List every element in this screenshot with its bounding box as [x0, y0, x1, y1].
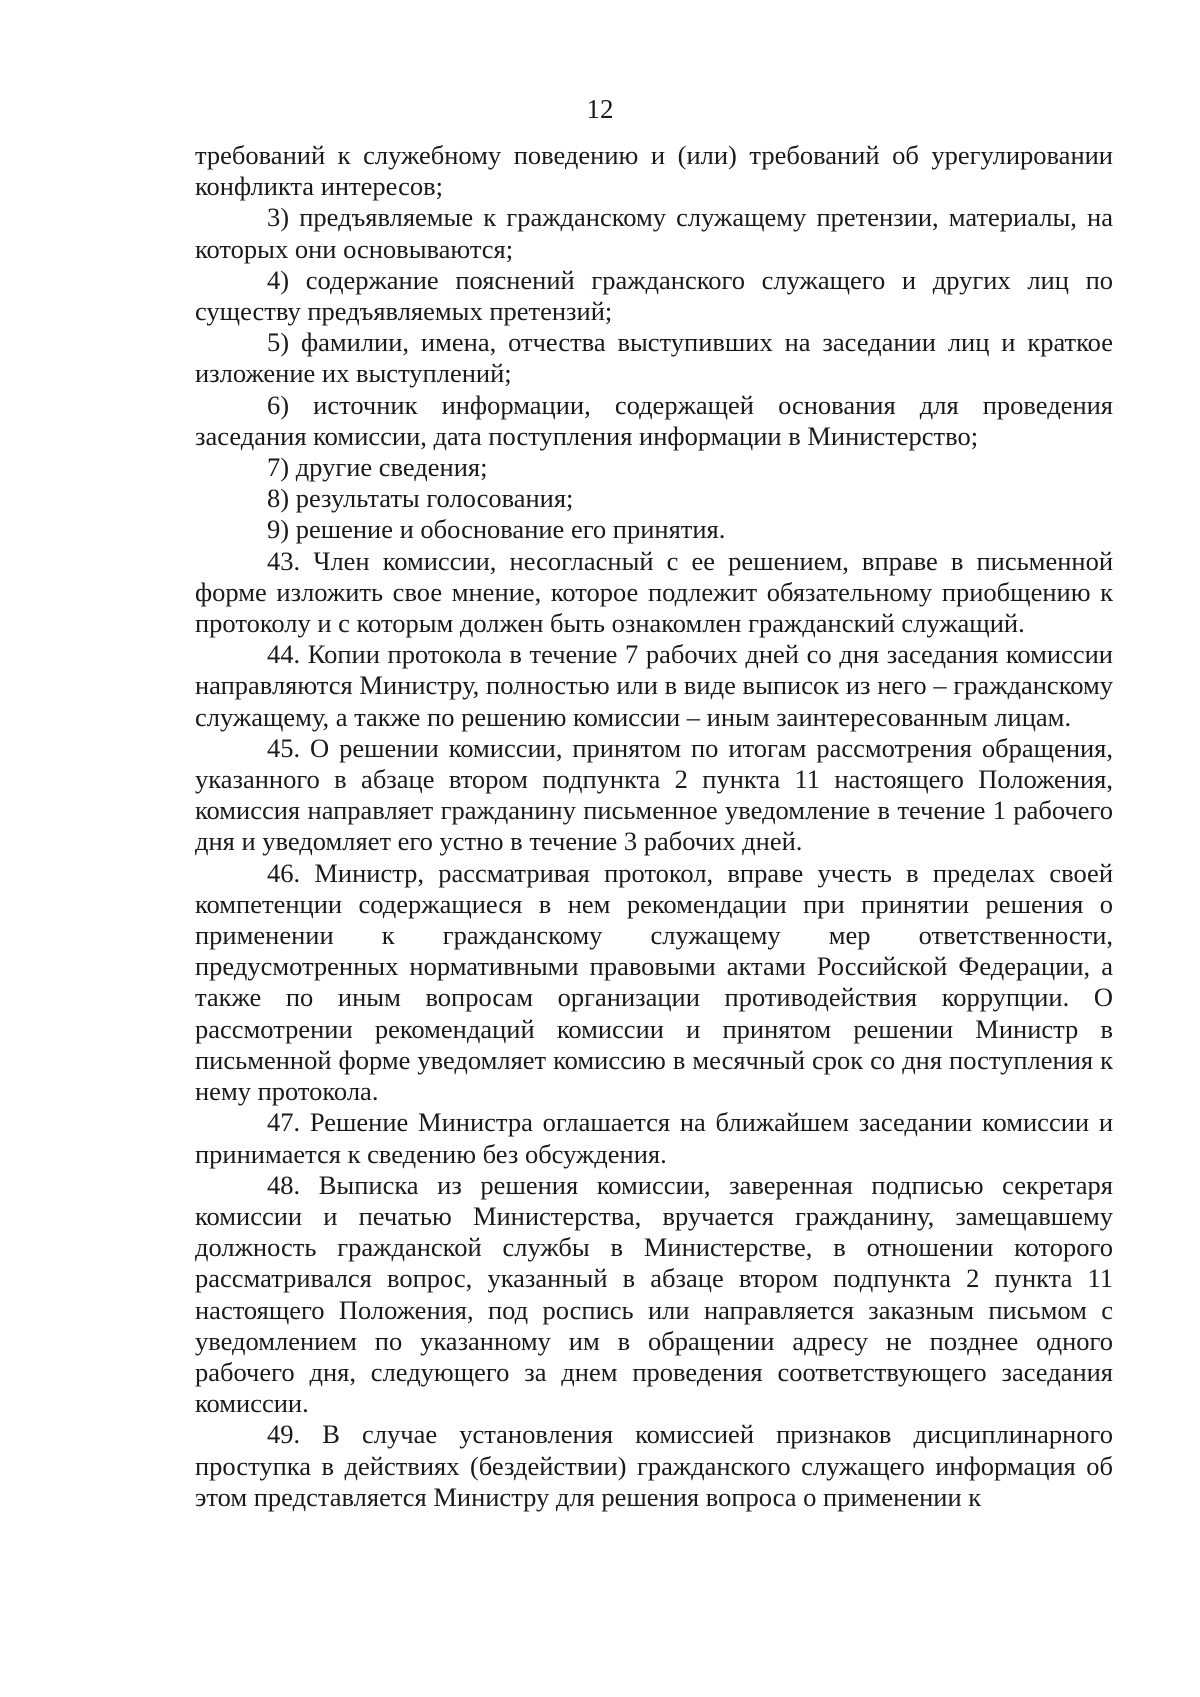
- clause-47: 47. Решение Министра оглашается на ближайшем заседании комиссии и принимается к сведению без обсуждения.: [195, 1107, 1113, 1169]
- list-item-8: 8) результаты голосования;: [267, 483, 574, 514]
- list-item-3: 3) предъявляемые к гражданскому служащему претензии, материалы, на которых они основываются;: [195, 202, 1113, 264]
- list-item-5: 5) фамилии, имена, отчества выступивших на заседании лиц и краткое изложение их выступлений;: [195, 327, 1113, 389]
- clause-46: 46. Министр, рассматривая протокол, вправе учесть в пределах своей компетенции содержащиеся в нем рекомендации при принятии решения о применении к гражданскому служащему мер ответственности, предусмотренных нормативными правовыми актами Российской Федерации, а также по иным вопросам организации противодействия коррупции. О рассмотрении рекомендаций комиссии и принятом решении Министр в письменной форме уведомляет комиссию в месячный срок со дня поступления к нему протокола.: [195, 857, 1113, 1107]
- list-item-9: 9) решение и обоснование его принятия.: [267, 514, 726, 545]
- clause-45: 45. О решении комиссии, принятом по итогам рассмотрения обращения, указанного в абзаце втором подпункта 2 пункта 11 настоящего Положения, комиссия направляет гражданину письменное уведомление в течение 1 рабочего дня и уведомляет его устно в течение 3 рабочих дней.: [195, 732, 1113, 857]
- clause-48: 48. Выписка из решения комиссии, заверенная подписью секретаря комиссии и печатью Министерства, вручается гражданину, замещавшему должность гражданской службы в Министерстве, в отношении которого рассматривался вопрос, указанный в абзаце втором подпункта 2 пункта 11 настоящего Положения, под роспись или направляется заказным письмом с уведомлением по указанному им в обращении адресу не позднее одного рабочего дня, следующего за днем проведения соответствующего заседания комиссии.: [195, 1169, 1113, 1419]
- clause-43: 43. Член комиссии, несогласный с ее решением, вправе в письменной форме изложить свое мнение, которое подлежит обязательному приобщению к протоколу и с которым должен быть ознакомлен гражданский служащий.: [195, 545, 1113, 639]
- list-item-7: 7) другие сведения;: [267, 452, 488, 483]
- page-number: 12: [586, 94, 614, 124]
- clause-49: 49. В случае установления комиссией признаков дисциплинарного проступка в действиях (бездействии) гражданского служащего информация об этом представляется Министру для решения вопроса о применении к: [195, 1419, 1113, 1512]
- paragraph-continuation: требований к служебному поведению и (или) требований об урегулировании конфликта интересов;: [195, 140, 1113, 202]
- list-item-4: 4) содержание пояснений гражданского служащего и других лиц по существу предъявляемых претензий;: [195, 264, 1113, 327]
- document-body: [195, 140, 1113, 1513]
- list-item-6: 6) источник информации, содержащей основания для проведения заседания комиссии, дата поступления информации в Министерство;: [195, 389, 1113, 451]
- clause-44: 44. Копии протокола в течение 7 рабочих дней со дня заседания комиссии направляются Министру, полностью или в виде выписок из него – гражданскому служащему, а также по решению комиссии – иным заинтересованным лицам.: [195, 639, 1113, 732]
